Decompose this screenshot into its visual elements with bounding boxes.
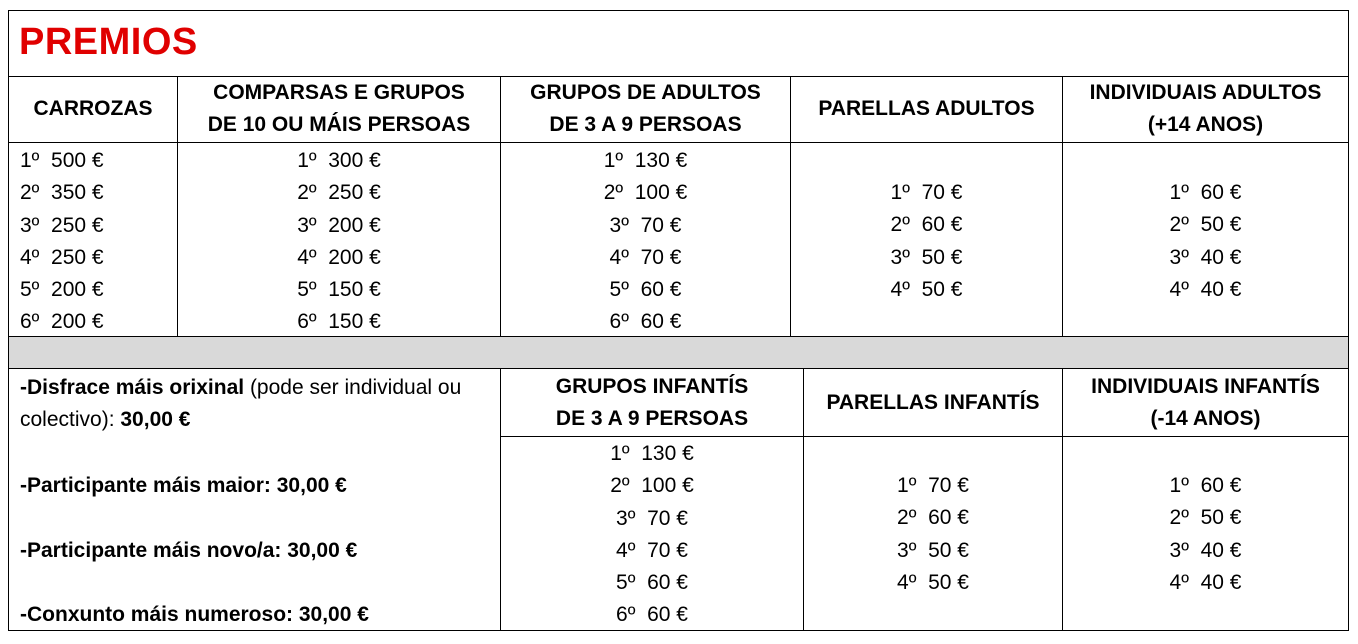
list-item: 6º 60 €: [609, 310, 682, 334]
list-item: 4º 70 €: [616, 538, 688, 562]
list-item: 3º 40 €: [1169, 245, 1242, 269]
list-item: 3º 50 €: [897, 538, 969, 562]
list-item: 1º 70 €: [890, 181, 963, 204]
list-item: 4º 50 €: [890, 277, 963, 301]
column-comparsas: [177, 143, 500, 336]
header-line: PARELLAS INFANTÍS: [826, 390, 1040, 414]
list-item: 4º 50 €: [897, 570, 969, 594]
list-item: 3º 40 €: [1169, 538, 1242, 562]
column-parellas-infantis: [803, 437, 1062, 631]
title-row: [9, 11, 1348, 77]
list-item: 5º 60 €: [616, 571, 688, 595]
header-line: DE 10 OU MÁIS PERSOAS: [207, 113, 471, 136]
list-item: 3º 70 €: [609, 213, 682, 237]
list-item: 2º 100 €: [603, 181, 688, 205]
header-line: (+14 ANOS): [1147, 113, 1264, 136]
list-item: 5º 200 €: [20, 278, 104, 302]
list-item: 2º 100 €: [610, 474, 694, 498]
special-prize-conxunto: [20, 599, 492, 631]
header-grupos-adultos: [500, 76, 790, 143]
header-line: PARELLAS ADULTOS: [818, 97, 1035, 120]
list-item: 1º 130 €: [603, 149, 688, 172]
column-individuais-adultos: [1062, 143, 1348, 336]
header-individuais-infantis: [1062, 369, 1348, 437]
special-prizes: [9, 369, 500, 631]
list-item: 2º 350 €: [20, 181, 104, 205]
prizes-table: [8, 10, 1349, 631]
list-item: 6º 200 €: [20, 310, 104, 334]
list-item: 5º 150 €: [297, 278, 381, 302]
separator-row: [9, 336, 1348, 369]
list-item: 3º 200 €: [297, 213, 381, 237]
list-item: 4º 40 €: [1169, 277, 1242, 301]
header-line: DE 3 A 9 PERSOAS: [549, 113, 742, 136]
list-item: 3º 250 €: [20, 213, 104, 237]
list-item: 3º 70 €: [616, 506, 688, 530]
list-item: 4º 70 €: [609, 245, 682, 269]
header-line: (-14 ANOS): [1150, 406, 1261, 430]
special-prize-maior: [20, 470, 492, 502]
column-grupos-infantis: [500, 437, 803, 631]
column-grupos-adultos: [500, 143, 790, 336]
column-parellas-adultos: [790, 143, 1062, 336]
special-prize-note: (pode ser individual ou colectivo):: [20, 376, 462, 431]
list-item: 3º 50 €: [890, 245, 963, 269]
special-prize-amount: 30,00 €: [120, 408, 191, 431]
list-item: 4º 40 €: [1169, 570, 1242, 594]
special-prize-disfrace: [20, 372, 492, 436]
list-item: 2º 60 €: [890, 213, 963, 237]
header-grupos-infantis: [500, 369, 803, 437]
special-prize-novo: [20, 535, 492, 567]
list-item: 1º 60 €: [1169, 474, 1242, 497]
header-parellas-infantis: [803, 369, 1062, 437]
header-individuais-adultos: [1062, 76, 1348, 143]
list-item: 1º 500 €: [20, 149, 104, 172]
header-parellas-adultos: [790, 76, 1062, 143]
header-line: INDIVIDUAIS ADULTOS: [1089, 81, 1322, 104]
list-item: 1º 70 €: [897, 474, 969, 497]
special-prize-label: -Participante máis maior: 30,00 €: [20, 474, 347, 497]
list-item: 2º 50 €: [1169, 506, 1242, 530]
list-item: 4º 250 €: [20, 245, 104, 269]
page-title: PREMIOS: [19, 21, 198, 63]
header-line: CARROZAS: [33, 97, 153, 120]
list-item: 5º 60 €: [609, 278, 682, 302]
header-line: INDIVIDUAIS INFANTÍS: [1091, 374, 1320, 398]
special-prize-label: -Disfrace máis orixinal: [20, 376, 245, 399]
list-item: 1º 130 €: [610, 442, 694, 465]
header-line: GRUPOS DE ADULTOS: [530, 81, 761, 104]
list-item: 2º 50 €: [1169, 213, 1242, 237]
special-prize-label: -Conxunto máis numeroso: 30,00 €: [20, 603, 369, 626]
header-carrozas: [9, 76, 177, 143]
list-item: 1º 300 €: [297, 149, 381, 172]
list-item: 1º 60 €: [1169, 181, 1242, 204]
special-prize-label: -Participante máis novo/a: 30,00 €: [20, 539, 358, 562]
header-line: GRUPOS INFANTÍS: [555, 374, 749, 398]
list-item: 2º 250 €: [297, 181, 381, 205]
header-line: DE 3 A 9 PERSOAS: [555, 406, 749, 430]
header-line: COMPARSAS E GRUPOS: [213, 81, 465, 104]
list-item: 6º 60 €: [616, 603, 688, 627]
list-item: 2º 60 €: [897, 506, 969, 530]
list-item: 6º 150 €: [297, 310, 381, 334]
list-item: 4º 200 €: [297, 245, 381, 269]
header-comparsas: [177, 76, 500, 143]
column-carrozas: [9, 143, 177, 336]
column-individuais-infantis: [1062, 437, 1348, 631]
